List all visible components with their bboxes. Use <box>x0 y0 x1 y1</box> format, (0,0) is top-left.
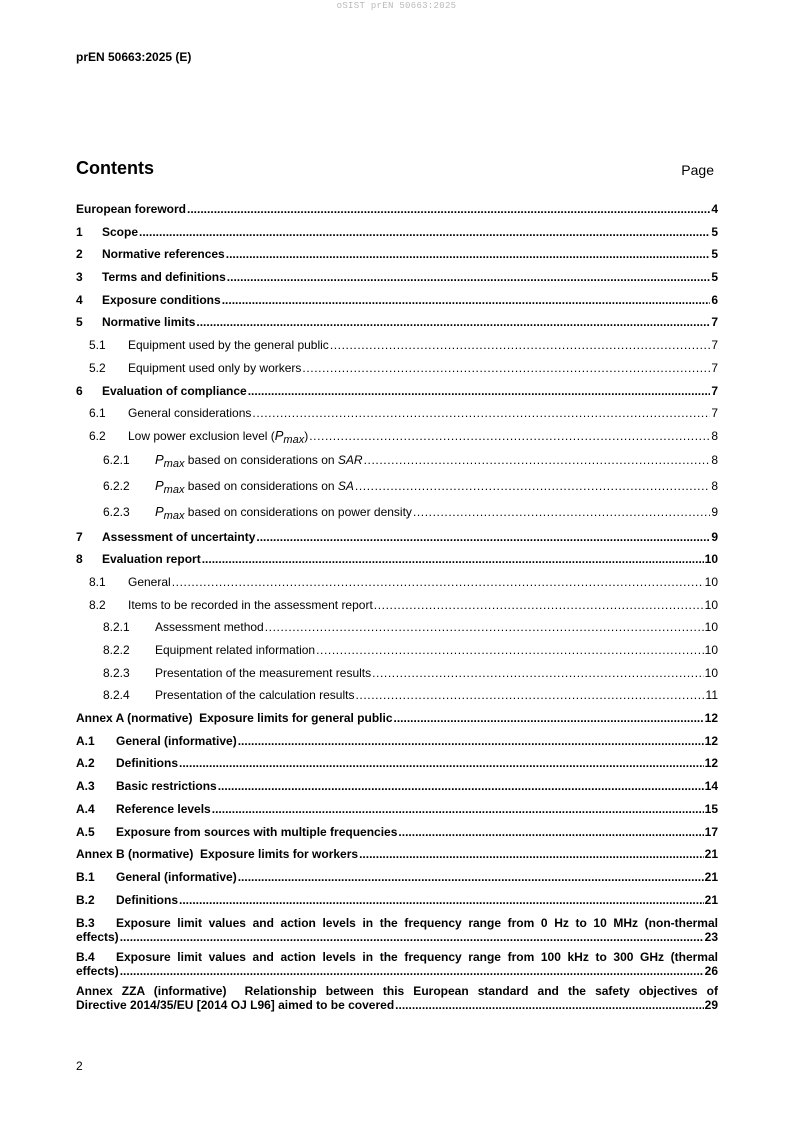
toc-page: 8 <box>711 478 718 493</box>
toc-entry-annex-zza[interactable] <box>76 984 718 1012</box>
toc-page: 21 <box>704 892 718 907</box>
toc-title: Annex ZZA (informative) Relationship between this European standard and the safety objectives of <box>76 984 718 999</box>
toc-entry-2[interactable] <box>76 245 718 268</box>
toc-title: Normative references <box>102 247 225 262</box>
toc-number: A.4 <box>76 801 95 816</box>
toc-title: Normative limits <box>102 315 196 330</box>
toc-title: Equipment used only by workers <box>128 360 302 375</box>
page-column-label: Page <box>681 162 714 178</box>
pmax-symbol: $P_{max}$ <box>155 451 185 470</box>
toc-entry-1[interactable] <box>76 223 718 246</box>
toc-page: 10 <box>704 552 718 567</box>
toc-number: 6.2.1 <box>103 452 130 467</box>
toc-page: 12 <box>704 711 718 726</box>
toc-number: 8.1 <box>89 574 106 589</box>
toc-title: Assessment of uncertainty <box>102 529 256 544</box>
pmax-symbol: $P_{max}$ <box>155 477 185 496</box>
toc-number: B.1 <box>76 869 95 884</box>
toc-number: 8 <box>76 552 83 567</box>
toc-entry-8-2[interactable] <box>76 596 718 619</box>
toc-number: A.3 <box>76 779 95 794</box>
toc-page: 4 <box>711 202 718 216</box>
toc-title: Exposure from sources with multiple frequencies <box>116 824 398 839</box>
toc-entry-b-3[interactable] <box>76 916 718 944</box>
toc-title: Presentation of the measurement results <box>155 665 372 680</box>
toc-page: 21 <box>704 869 718 884</box>
toc-page: 15 <box>704 801 718 816</box>
toc-title: General (informative) <box>116 733 237 748</box>
toc-page: 8 <box>711 452 718 467</box>
toc-title: Presentation of the calculation results <box>155 688 355 703</box>
toc-page: 9 <box>711 504 718 519</box>
toc-entry-5-2[interactable] <box>76 359 718 382</box>
toc-page: 14 <box>704 779 718 794</box>
toc-page: 21 <box>704 847 718 862</box>
toc-entry-6-2-3[interactable] <box>76 502 718 528</box>
toc-title: Items to be recorded in the assessment report <box>128 597 373 612</box>
toc-page: 10 <box>704 597 718 612</box>
toc-entry-a-5[interactable] <box>76 823 718 846</box>
toc-page: 12 <box>704 756 718 771</box>
toc-number: 6.1 <box>89 406 106 421</box>
toc-entry-5[interactable] <box>76 313 718 336</box>
toc-page: 17 <box>704 824 718 839</box>
toc-title: Annex B (normative) Exposure limits for workers <box>76 847 359 862</box>
toc-title: Definitions <box>116 756 178 771</box>
toc-number: 2 <box>76 247 83 262</box>
toc-number: B.3 <box>76 916 95 931</box>
toc-title: $P_{max}$ based on considerations on SAR <box>155 451 363 470</box>
toc-page: 7 <box>711 315 718 330</box>
toc-title: Basic restrictions <box>116 779 217 794</box>
toc-number: 7 <box>76 529 83 544</box>
toc-entry-b-1[interactable] <box>76 868 718 891</box>
toc-title: Equipment related information <box>155 643 316 657</box>
toc-entry-foreword[interactable] <box>76 200 718 223</box>
toc-page: 23 <box>704 930 718 945</box>
toc-entry-a-3[interactable] <box>76 777 718 800</box>
toc-entry-6-2[interactable] <box>76 427 718 450</box>
toc-number: A.5 <box>76 824 95 839</box>
toc-entry-8-2-3[interactable] <box>76 664 718 687</box>
toc-page: 10 <box>704 620 718 635</box>
pmax-symbol: $P_{max}$ <box>155 503 185 522</box>
toc-number: 8.2 <box>89 597 106 612</box>
toc-number: 6 <box>76 383 83 398</box>
toc-page: 6 <box>711 292 718 307</box>
toc-entry-8-2-1[interactable] <box>76 618 718 641</box>
toc-title: General considerations <box>128 406 252 421</box>
toc-entry-8-2-4[interactable] <box>76 686 718 709</box>
toc-page: 7 <box>711 360 718 375</box>
toc-page: 5 <box>711 270 718 285</box>
pmax-symbol: $P_{max}$ <box>274 427 305 446</box>
toc-title: Assessment method <box>155 620 264 635</box>
toc-page: 7 <box>711 406 718 421</box>
toc-title: Terms and definitions <box>102 270 226 285</box>
toc-page: 10 <box>704 643 718 657</box>
toc-title: Exposure conditions <box>102 292 221 307</box>
toc-entry-annex-a[interactable] <box>76 709 718 732</box>
watermark: oSIST prEN 50663:2025 <box>336 1 457 11</box>
toc-entry-8-2-2[interactable] <box>76 641 718 664</box>
toc-title: Evaluation report <box>102 552 201 567</box>
toc-number: 8.2.4 <box>103 688 130 703</box>
toc-title: European foreword <box>76 202 187 216</box>
toc-number: 1 <box>76 224 83 239</box>
toc-entry-7[interactable] <box>76 528 718 551</box>
toc-number: 5.2 <box>89 360 106 375</box>
toc-title-continued: effects) <box>76 930 119 945</box>
toc-number: 6.2.2 <box>103 478 130 493</box>
table-of-contents <box>76 200 718 1018</box>
toc-entry-annex-b[interactable] <box>76 845 718 868</box>
toc-entry-8[interactable] <box>76 550 718 573</box>
toc-page: 12 <box>704 733 718 748</box>
page-number: 2 <box>76 1059 83 1073</box>
toc-entry-4[interactable] <box>76 291 718 314</box>
toc-page: 5 <box>711 247 718 262</box>
toc-title: Low power exclusion level $(P_{max})$ <box>128 427 309 446</box>
toc-title: $P_{max}$ based on considerations on SA <box>155 477 354 496</box>
toc-entry-6-2-1[interactable] <box>76 450 718 476</box>
toc-entry-a-1[interactable] <box>76 732 718 755</box>
toc-number: B.4 <box>76 950 95 965</box>
toc-title: Exposure limit values and action levels in the frequency range from 0 Hz to 10 MHz (non-thermal <box>116 916 718 931</box>
toc-entry-a-2[interactable] <box>76 754 718 777</box>
toc-title: General <box>128 574 171 589</box>
toc-number: 8.2.2 <box>103 643 130 657</box>
toc-number: 6.2.3 <box>103 504 130 519</box>
toc-title: Definitions <box>116 892 178 907</box>
toc-page: 9 <box>711 529 718 544</box>
toc-number: 5.1 <box>89 338 106 353</box>
contents-title: Contents <box>76 158 154 178</box>
toc-page: 26 <box>704 964 718 979</box>
toc-title-continued: Directive 2014/35/EU [2014 OJ L96] aimed to be covered <box>76 998 395 1013</box>
toc-entry-b-4[interactable] <box>76 950 718 978</box>
toc-title: $P_{max}$ based on considerations on power density <box>155 503 412 522</box>
toc-title: Scope <box>102 224 139 239</box>
toc-page: 10 <box>704 665 718 680</box>
toc-title: General (informative) <box>116 869 237 884</box>
toc-entry-8-1[interactable] <box>76 573 718 596</box>
toc-entry-3[interactable] <box>76 268 718 291</box>
toc-number: 3 <box>76 270 83 285</box>
document-id: prEN 50663:2025 (E) <box>76 50 192 64</box>
toc-entry-6[interactable] <box>76 382 718 405</box>
toc-entry-5-1[interactable] <box>76 336 718 359</box>
toc-number: A.1 <box>76 733 95 748</box>
toc-page: 7 <box>711 383 718 398</box>
toc-entry-a-4[interactable] <box>76 800 718 823</box>
toc-number: 8.2.3 <box>103 665 130 680</box>
toc-entry-6-1[interactable] <box>76 404 718 427</box>
toc-page: 8 <box>711 428 718 443</box>
toc-title: Equipment used by the general public <box>128 338 329 353</box>
toc-page: 29 <box>704 998 718 1013</box>
toc-number: B.2 <box>76 892 95 907</box>
toc-number: A.2 <box>76 756 95 771</box>
toc-page: 5 <box>711 224 718 239</box>
toc-page: 7 <box>711 338 718 353</box>
toc-title: Annex A (normative) Exposure limits for general public <box>76 711 393 726</box>
toc-page: 10 <box>704 574 718 589</box>
toc-number: 6.2 <box>89 428 106 443</box>
toc-number: 4 <box>76 292 83 307</box>
toc-title: Evaluation of compliance <box>102 383 247 398</box>
toc-title: Reference levels <box>116 801 211 816</box>
toc-number: 5 <box>76 315 83 330</box>
toc-number: 8.2.1 <box>103 620 130 635</box>
toc-page: 11 <box>705 688 718 703</box>
toc-title-continued: effects) <box>76 964 119 979</box>
toc-title: Exposure limit values and action levels in the frequency range from 100 kHz to 300 GHz (thermal <box>116 950 718 965</box>
toc-entry-b-2[interactable] <box>76 891 718 914</box>
toc-entry-6-2-2[interactable] <box>76 476 718 502</box>
